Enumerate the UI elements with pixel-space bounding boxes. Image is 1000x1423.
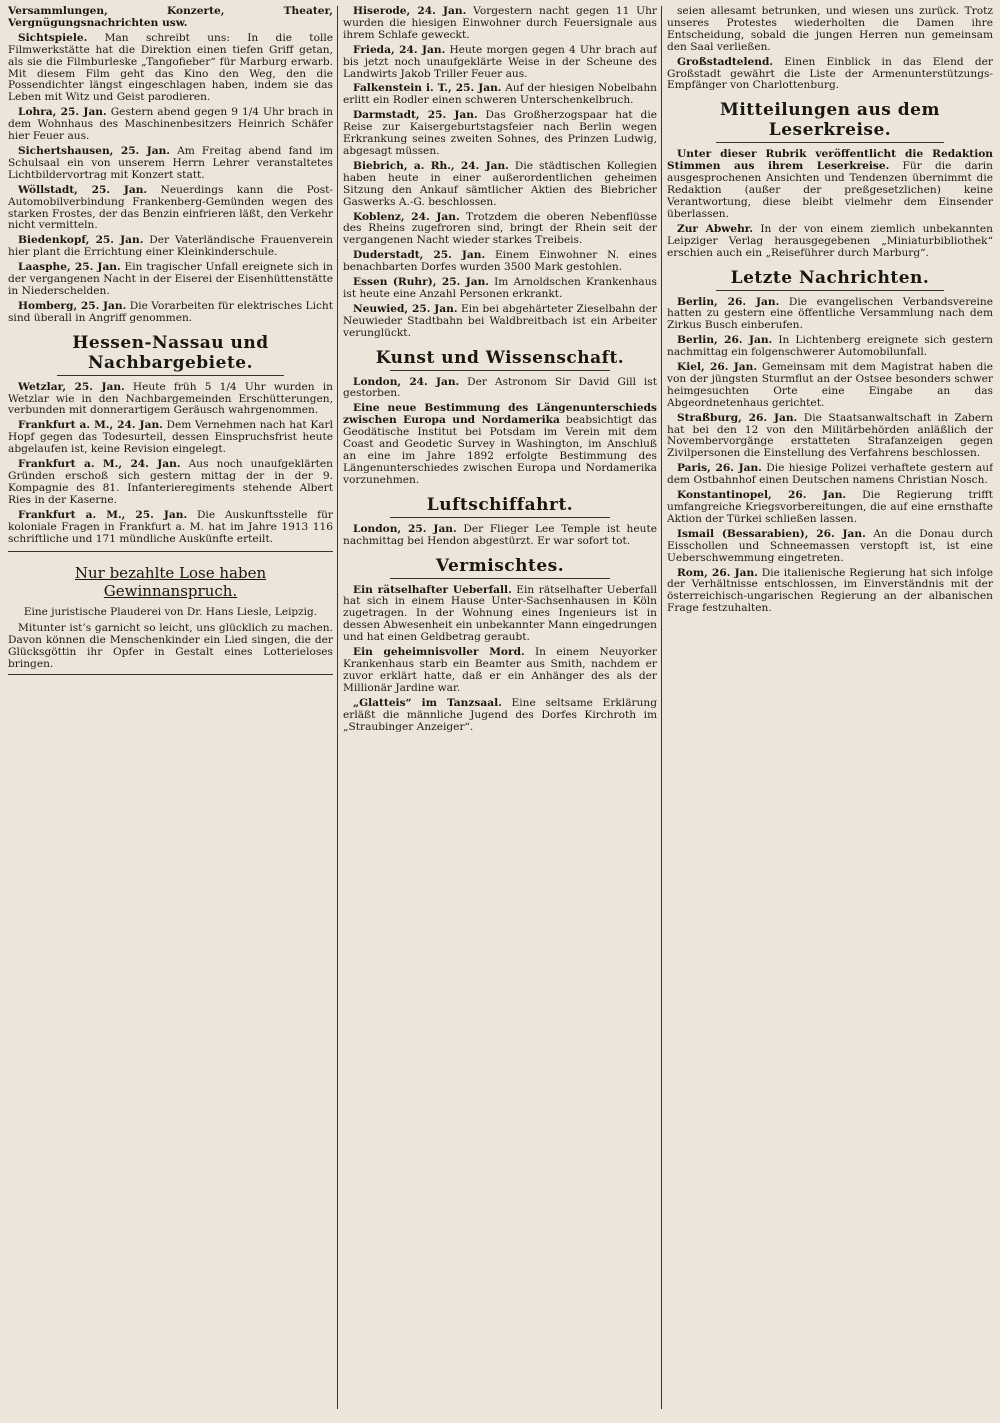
article: London, 25. Jan. Der Flieger Lee Temple ist heute nachmittag bei Hendon abgestürzt. Er war sofort tot. — [343, 522, 657, 547]
article: Hiserode, 24. Jan. Vorgestern nacht gegen 11 Uhr wurden die hiesigen Einwohner durch Feuersignale aus ihrem Schlafe geweckt. — [343, 6, 657, 41]
events-articles — [8, 33, 333, 325]
article: Kiel, 26. Jan. Gemeinsam mit dem Magistrat haben die von der jüngsten Sturmflut an der Ostsee besonders schwer heimgesuchten Orte eine Eingabe an das Abgeordnetenhaus gerichtet. — [667, 361, 993, 409]
article: „Glatteis“ im Tanzsaal. Eine seltsame Erklärung erläßt die männliche Jugend des Dorfes Kirchroth im „Straubinger Anzeiger“. — [343, 696, 657, 733]
article: Ismail (Bessarabien), 26. Jan. An die Donau durch Eisschollen und Schneemassen verstopft ist, ist eine Ueberschwemmung eingetreten. — [667, 527, 993, 564]
article: Biedenkopf, 25. Jan. Der Vaterländische Frauenverein hier plant die Errichtung einer Kleinkinderschule. — [8, 234, 333, 259]
article: Großstadtelend. Einen Einblick in das Elend der Großstadt gewährt die Liste der Armenunterstützungs-Empfänger von Charlottenburg. — [667, 55, 993, 92]
article: Frankfurt a. M., 25. Jan. Die Auskunftsstelle für koloniale Fragen in Frankfurt a. M. hat im Jahre 1913 116 schriftliche und 171 mündliche Auskünfte erteilt. — [8, 508, 333, 545]
article: Rom, 26. Jan. Die italienische Regierung hat sich infolge der Verhältnisse entschlossen, im Einverständnis mit der österreichisch-ungarischen Regierung an der albanischen Frage festzuhalten. — [667, 566, 993, 615]
column-rule — [661, 6, 662, 1409]
feuilleton-heading: Nur bezahlte Lose haben Gewinnanspruch. — [74, 564, 267, 601]
article: Berlin, 26. Jan. Die evangelischen Verbandsvereine hatten zu gestern eine öffentliche Versammlung nach dem Zirkus Busch einberufen. — [667, 295, 993, 332]
article: Essen (Ruhr), 25. Jan. Im Arnoldschen Krankenhaus ist heute eine Anzahl Personen erkrankt. — [343, 276, 657, 300]
column-left — [8, 6, 333, 1409]
article: Konstantinopel, 26. Jan. Die Regierung trifft umfangreiche Kriegsvorbereitungen, die auf eine ernsthafte Aktion der Türkei schließen lassen. — [667, 489, 993, 525]
local-articles — [343, 6, 657, 340]
article: London, 24. Jan. Der Astronom Sir David Gill ist gestorben. — [343, 375, 657, 400]
article: Frankfurt a. M., 24. Jan. Aus noch unaufgeklärten Gründen erschoß sich gestern mittag der in der 9. Kompagnie des 81. Infanterieregiments stehende Albert Ries in der Kaserne. — [8, 458, 333, 506]
hessen-articles — [8, 382, 333, 546]
article: Unter dieser Rubrik veröffentlicht die Redaktion Stimmen aus ihrem Leserkreise. Für die darin ausgesprochenen Ansichten und Tendenzen übernimmt die Redaktion (außer der preßgesetzlichen) keine Verantwortung, diese bleibt vielmehr dem Einsender überlassen. — [667, 148, 993, 220]
article: Neuwied, 25. Jan. Ein bei abgehärteter Zieselbahn der Neuwieder Stadtbahn bei Waldbreitbach ist ein Arbeiter verunglückt. — [343, 302, 657, 339]
article: seien allesamt betrunken, und wiesen uns zurück. Trotz unseres Protestes wiederholten die Damen ihre Entscheidung, sobald die jungen Herren nun gemeinsam den Saal verließen. — [667, 6, 993, 53]
article: Biebrich, a. Rh., 24. Jan. Die städtischen Kollegien haben heute in einer außerordentlichen geheimen Sitzung den Ankauf sämtlicher Aktien des Biebricher Gaswerks A.-G. beschlossen. — [343, 159, 657, 208]
section-heading-kunst: Kunst und Wissenschaft. — [343, 348, 657, 371]
article: Mitunter ist’s garnicht so leicht, uns glücklich zu machen. Davon können die Menschenkinder ein Lied singen, die der Glücksgöttin ihr Opfer in Gestalt eines Lotterieloses bringen. — [8, 622, 333, 671]
feuilleton-byline: Eine juristische Plauderei von Dr. Hans Liesle, Leipzig. — [23, 606, 318, 619]
article: Koblenz, 24. Jan. Trotzdem die oberen Nebenflüsse des Rheins zugefroren sind, bringt der Rhein seit der vergangenen Nacht wieder starkes Treibeis. — [343, 210, 657, 247]
article: Wöllstadt, 25. Jan. Neuerdings kann die Post-Automobilverbindung Frankenberg-Gemünden wegen des starken Frostes, der das Benzin einfrieren läßt, den Verkehr nicht vermitteln. — [8, 183, 333, 232]
feuilleton — [8, 551, 333, 675]
article: Sichertshausen, 25. Jan. Am Freitag abend fand im Schulsaal ein von unserem Herrn Lehrer veranstaltetes Lichtbildervortrag mit Konzert statt. — [8, 144, 333, 181]
section-heading-luftschiffahrt: Luftschiffahrt. — [343, 495, 657, 518]
section-heading-hessen: Hessen-Nassau und Nachbargebiete. — [8, 333, 333, 376]
column-middle — [343, 6, 657, 1409]
article: Eine neue Bestimmung des Längenunterschieds zwischen Europa und Nordamerika beabsichtigt das Geodätische Institut bei Potsdam im Verein mit dem Coast and Geodetic Survey in Washington, im Anschluß an eine im Jahre 1892 erfolgte Bestimmung des Längenunterschiedes zwischen Europa und Nordamerika vorzunehmen. — [343, 402, 657, 486]
article: Zur Abwehr. In der von einem ziemlich unbekannten Leipziger Verlag herausgegebenen „Miniaturbibliothek“ erschien auch ein „Reiseführer durch Marburg“. — [667, 222, 993, 259]
article: Ein geheimnisvoller Mord. In einem Neuyorker Krankenhaus starb ein Beamter aus Smith, nachdem er zuvor erklärt hatte, daß er ein Anhänger des als der Millionär Jardine war. — [343, 646, 657, 694]
article: Homberg, 25. Jan. Die Vorarbeiten für elektrisches Licht sind überall in Angriff genommen. — [8, 299, 333, 324]
article: Lohra, 25. Jan. Gestern abend gegen 9 1/4 Uhr brach in dem Wohnhaus des Maschinenbesitzers Heinrich Schäfer hier Feuer aus. — [8, 106, 333, 143]
article: Frieda, 24. Jan. Heute morgen gegen 4 Uhr brach auf bis jetzt noch unaufgeklärte Weise in der Scheune des Landwirts Jakob Triller Feuer aus. — [343, 43, 657, 80]
article: Laasphe, 25. Jan. Ein tragischer Unfall ereignete sich in der vergangenen Nacht in der Eiserei der Eisenhüttenstätte in Niederschelden. — [8, 261, 333, 297]
article: Paris, 26. Jan. Die hiesige Polizei verhaftete gestern auf dem Ostbahnhof einen Deutschen namens Christian Nosch. — [667, 462, 993, 487]
column-rule — [337, 6, 338, 1409]
article: Sichtspiele. Man schreibt uns: In die tolle Filmwerkstätte hat die Direktion einen tiefen Griff getan, als sie die Filmburleske „Tangofieber“ für Marburg erwarb. Mit diesem Film geht das Kino den Weg, den die Possendichter längst eingeschlagen haben, indem sie das Leben mit Witz und Geist parodieren. — [8, 31, 333, 104]
column-right — [667, 6, 993, 1409]
article: Frankfurt a. M., 24. Jan. Dem Vernehmen nach hat Karl Hopf gegen das Todesurteil, dessen Einspruchsfrist heute abgelaufen ist, keine Revision eingelegt. — [8, 419, 333, 456]
article: Straßburg, 26. Jan. Die Staatsanwaltschaft in Zabern hat bei den 12 von den Militärbehörden anläßlich der Novembervorgänge erstatteten Strafanzeigen gegen Zivilpersonen die Einstellung des Verfahrens beschlossen. — [667, 411, 993, 460]
section-heading-letzte-nachrichten: Letzte Nachrichten. — [667, 268, 993, 291]
article: Ein rätselhafter Ueberfall. Ein rätselhafter Ueberfall hat sich in einem Hause Unter-Sachsenhausen in Köln zugetragen. In der Wohnung eines Ingenieurs ist in dessen Abwesenheit ein unbekannter Mann eingedrungen und hat einen Geldbetrag geraubt. — [343, 583, 657, 644]
section-heading-events: Versammlungen, Konzerte, Theater, Vergnügungsnachrichten usw. — [8, 6, 333, 29]
article: Duderstadt, 25. Jan. Einem Einwohner N. eines benachbarten Dorfes wurden 3500 Mark gestohlen. — [343, 249, 657, 274]
article: Berlin, 26. Jan. In Lichtenberg ereignete sich gestern nachmittag ein folgenschwerer Automobilunfall. — [667, 334, 993, 359]
article: Falkenstein i. T., 25. Jan. Auf der hiesigen Nobelbahn erlitt ein Rodler einen schweren Unterschenkelbruch. — [343, 82, 657, 107]
article: Darmstadt, 25. Jan. Das Großherzogspaar hat die Reise zur Kaisergeburtstagsfeier nach Berlin wegen Erkrankung seines zweiten Sohnes, des Prinzen Ludwig, abgesagt müssen. — [343, 109, 657, 157]
section-heading-leserkreise: Mitteilungen aus dem Leserkreise. — [667, 100, 993, 143]
section-heading-vermischtes: Vermischtes. — [343, 556, 657, 579]
article: Wetzlar, 25. Jan. Heute früh 5 1/4 Uhr wurden in Wetzlar wie in den Nachbargemeinden Erschütterungen, verbunden mit donnerartigem Geräusch wahrgenommen. — [8, 380, 333, 417]
